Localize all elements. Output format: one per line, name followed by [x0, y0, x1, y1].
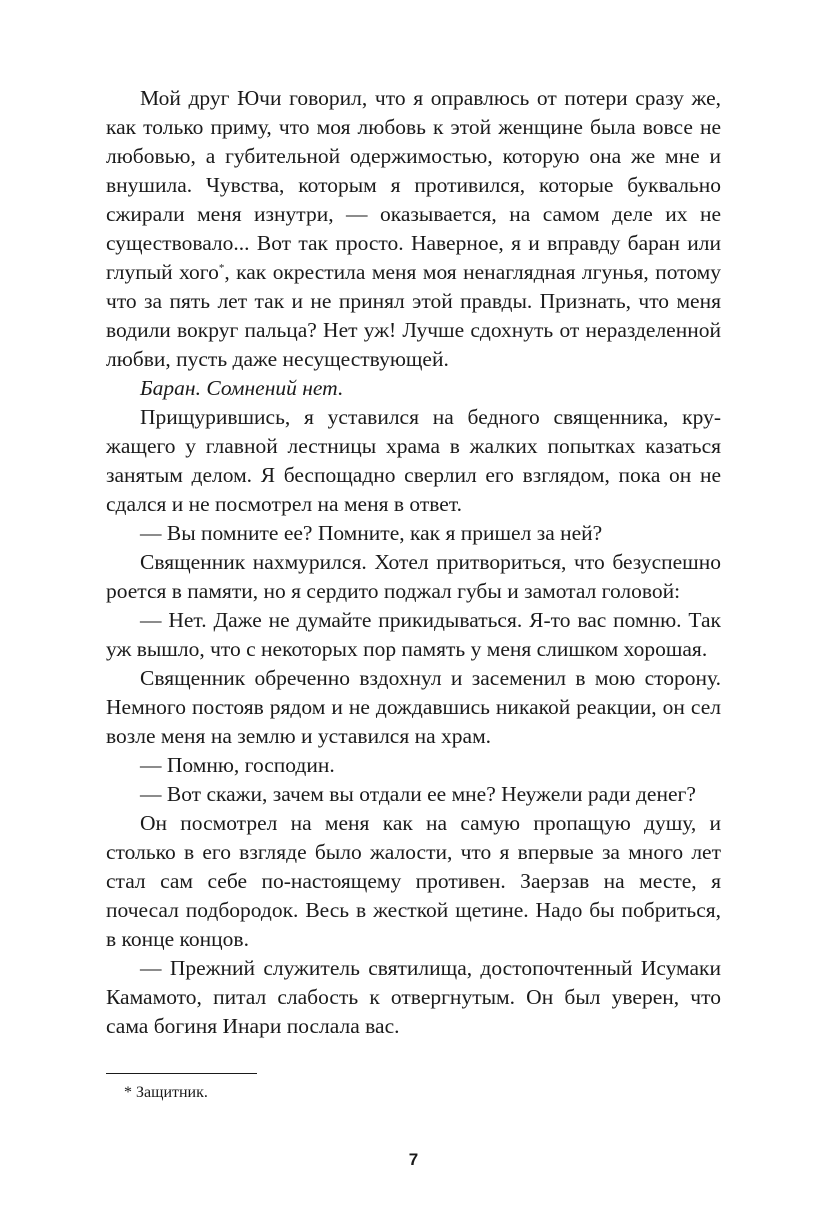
paragraph-1: Мой друг Ючи говорил, что я оправлюсь от потери сразу же, как только приму, что моя любовь к этой женщине была вовсе не любовью, а губительной одержимостью, которую она же мне и внушила. Чувства, которым я противился, которые буквально сжирали меня изнутри, — оказывается, на самом деле их не существовало... Вот так просто. Наверное, я и вправду баран или глупый хого*, как окрестила меня моя ненаглядная лгунья, потому что за пять лет так и не принял этой правды. Признать, что меня водили вокруг пальца? Нет уж! Лучше сдохнуть от неразделенной любви, пусть даже несуществующей.: [106, 86, 721, 371]
paragraph-8: — Помню, господин.: [140, 753, 335, 777]
paragraph-10: Он посмотрел на меня как на самую пропащую душу, и столько в его взгляде было жалости, что я впервые за много лет стал сам себе по-настоящему противен. Заерзав на месте, я почесал подбородок. Весь в жесткой щетине. Надо бы побриться, в конце концов.: [106, 811, 721, 951]
paragraph-5: Священник нахмурился. Хотел притвориться, что безуспешно роется в памяти, но я сердито поджал губы и замотал головой:: [106, 550, 721, 603]
paragraph-3: Прищурившись, я уставился на бедного священника, кружащего у главной лестницы храма в жалких попытках казаться занятым делом. Я беспощадно сверлил его взглядом, пока он не сдался и не посмотрел на меня в ответ.: [106, 405, 721, 516]
paragraph-4: — Вы помните ее? Помните, как я пришел за ней?: [140, 521, 603, 545]
footnote: * Защитник.: [124, 1084, 208, 1101]
body-text: [106, 84, 721, 1041]
footnote-divider: [106, 1073, 257, 1074]
paragraph-7: Священник обреченно вздохнул и засеменил в мою сторону. Немного постояв рядом и не дождавшись никакой реакции, он сел возле меня на землю и уставился на храм.: [106, 666, 721, 748]
paragraph-2: Баран. Сомнений нет.: [140, 376, 344, 400]
page-number: 7: [408, 1150, 419, 1169]
paragraph-6: — Нет. Даже не думайте прикидываться. Я-то вас помню. Так уж вышло, что с некоторых пор память у меня слишком хорошая.: [106, 608, 721, 661]
footnote-reference: *: [218, 262, 225, 274]
paragraph-11: — Прежний служитель святилища, достопочтенный Исумаки Камамото, питал слабость к отвергнутым. Он был уверен, что сама богиня Инари послала вас.: [106, 956, 721, 1038]
paragraph-9: — Вот скажи, зачем вы отдали ее мне? Неужели ради денег?: [140, 782, 696, 806]
